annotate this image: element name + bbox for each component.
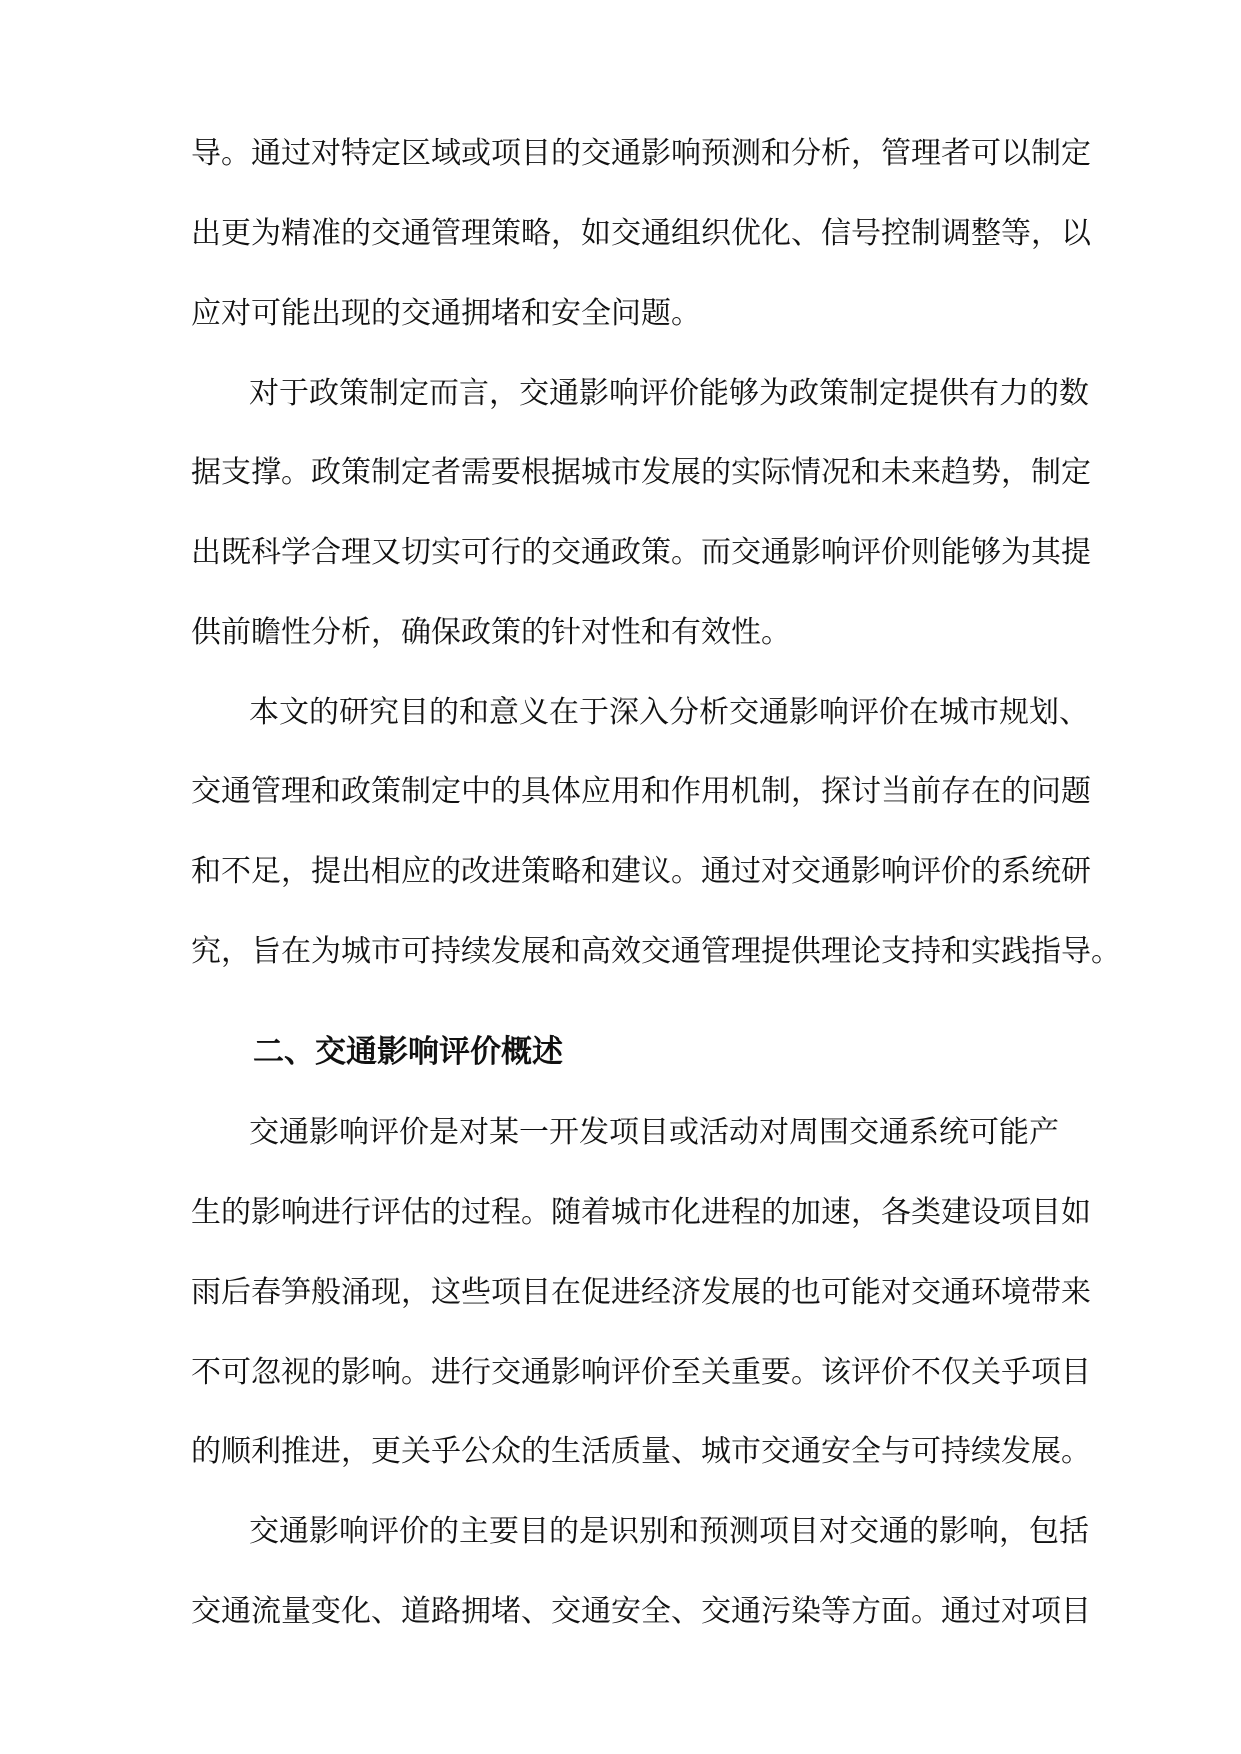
paragraph-1-line-1: 导。通过对特定区域或项目的交通影响预测和分析，管理者可以制定 bbox=[191, 136, 1091, 171]
paragraph-4-line-5: 的顺利推进，更关乎公众的生活质量、城市交通安全与可持续发展。 bbox=[191, 1434, 1091, 1469]
paragraph-1-line-3: 应对可能出现的交通拥堵和安全问题。 bbox=[191, 296, 701, 331]
paragraph-1-line-2: 出更为精准的交通管理策略，如交通组织优化、信号控制调整等，以 bbox=[191, 216, 1091, 251]
paragraph-2-line-1: 对于政策制定而言，交通影响评价能够为政策制定提供有力的数 bbox=[249, 376, 1089, 411]
paragraph-3-line-4: 究，旨在为城市可持续发展和高效交通管理提供理论支持和实践指导。 bbox=[191, 934, 1121, 969]
paragraph-4-line-4: 不可忽视的影响。进行交通影响评价至关重要。该评价不仅关乎项目 bbox=[191, 1355, 1091, 1390]
section-heading: 二、交通影响评价概述 bbox=[253, 1034, 563, 1070]
paragraph-4-line-1: 交通影响评价是对某一开发项目或活动对周围交通系统可能产 bbox=[249, 1115, 1059, 1150]
paragraph-3-line-1: 本文的研究目的和意义在于深入分析交通影响评价在城市规划、 bbox=[249, 695, 1089, 730]
paragraph-3-line-3: 和不足，提出相应的改进策略和建议。通过对交通影响评价的系统研 bbox=[191, 854, 1091, 889]
paragraph-4-line-3: 雨后春笋般涌现，这些项目在促进经济发展的也可能对交通环境带来 bbox=[191, 1275, 1091, 1310]
paragraph-2-line-2: 据支撑。政策制定者需要根据城市发展的实际情况和未来趋势，制定 bbox=[191, 455, 1091, 490]
paragraph-2-line-3: 出既科学合理又切实可行的交通政策。而交通影响评价则能够为其提 bbox=[191, 535, 1091, 570]
paragraph-3-line-2: 交通管理和政策制定中的具体应用和作用机制，探讨当前存在的问题 bbox=[191, 774, 1091, 809]
paragraph-5-line-1: 交通影响评价的主要目的是识别和预测项目对交通的影响，包括 bbox=[249, 1514, 1089, 1549]
paragraph-2-line-4: 供前瞻性分析，确保政策的针对性和有效性。 bbox=[191, 615, 791, 650]
paragraph-5-line-2: 交通流量变化、道路拥堵、交通安全、交通污染等方面。通过对项目 bbox=[191, 1594, 1091, 1629]
paragraph-4-line-2: 生的影响进行评估的过程。随着城市化进程的加速，各类建设项目如 bbox=[191, 1195, 1091, 1230]
